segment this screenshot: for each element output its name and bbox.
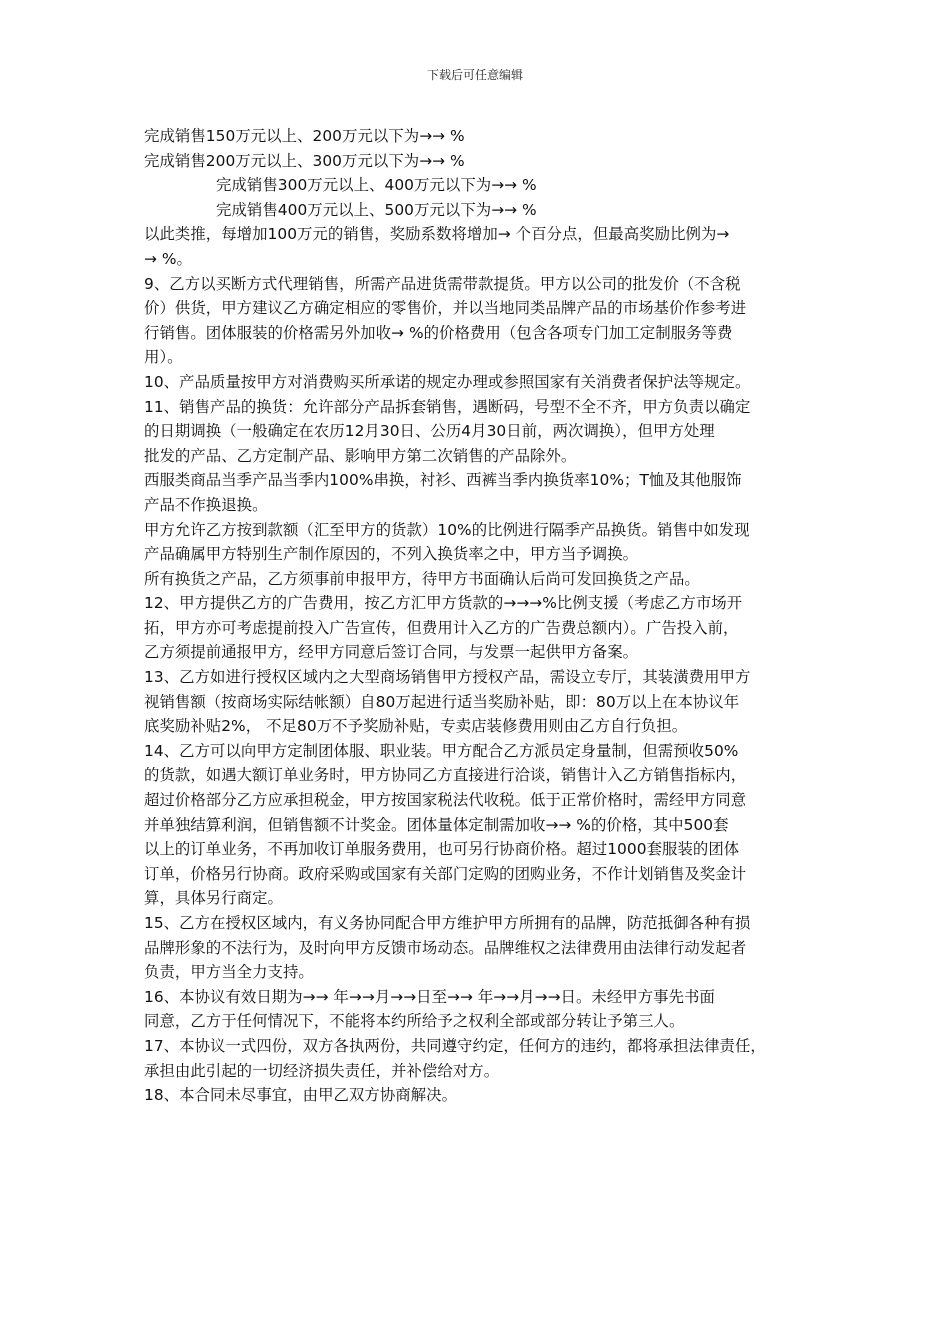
clause-13-line: 13、乙方如进行授权区域内之大型商场销售甲方授权产品，需设立专厅，其装潢费用甲方 (144, 668, 751, 687)
text-line: 负责，甲方当全力支持。 (144, 963, 314, 982)
text-line: 批发的产品、乙方定制产品、影响甲方第二次销售的产品除外。 (144, 446, 577, 465)
text-line: 完成销售400万元以上、500万元以下为→→ % (216, 200, 537, 219)
text-line: 所有换货之产品，乙方须事前申报甲方，待甲方书面确认后尚可发回换货之产品。 (144, 569, 700, 588)
text-line: 算，具体另行商定。 (144, 889, 283, 908)
text-line: 完成销售150万元以上、200万元以下为→→ % (144, 127, 465, 145)
clause-15-line: 15、乙方在授权区域内，有义务协同配合甲方维护甲方所拥有的品牌，防范抵御各种有损 (144, 914, 751, 932)
text-line: 以此类推，每增加100万元的销售，奖励系数将增加→ 个百分点，但最高奖励比例为→ (144, 225, 730, 244)
clause-16-line: 16、本协议有效日期为→→ 年→→月→→日至→→ 年→→月→→日。未经甲方事先书面 (144, 987, 715, 1006)
text-line: 行销售。团体服装的价格需另外加收→ %的价格费用（包含各项专门加工定制服务等费 (144, 323, 733, 342)
text-line: 西服类商品当季产品当季内100%串换，衬衫、西裤当季内换货率10%；T恤及其他服饰 (144, 471, 742, 490)
clause-18-line: 18、本合同未尽事宜，由甲乙双方协商解决。 (144, 1086, 458, 1105)
text-line: 承担由此引起的一切经济损失责任，并补偿给对方。 (144, 1061, 500, 1080)
text-line: 以上的订单业务，不再加收订单服务费用，也可另行协商价格。超过1000套服装的团体 (144, 840, 740, 859)
text-line: 产品不作换退换。 (144, 495, 268, 514)
clause-10-line: 10、产品质量按甲方对消费购买所承诺的规定办理或参照国家有关消费者保护法等规定。 (144, 372, 751, 391)
clause-11-line: 11、销售产品的换货：允许部分产品拆套销售，遇断码，号型不全不齐，甲方负责以确定 (144, 397, 751, 416)
text-line: 产品确属甲方特别生产制作原因的，不列入换货率之中，甲方当予调换。 (144, 545, 639, 564)
text-line: 的货款，如遇大额订单业务时，甲方协同乙方直接进行洽谈，销售计入乙方销售指标内， (144, 766, 747, 785)
text-line: → %。 (144, 249, 193, 268)
text-line: 并单独结算利润，但销售额不计奖金。团体量体定制需加收→→ %的价格，其中500套 (144, 815, 729, 834)
text-line: 视销售额（按商场实际结帐额）自80万起进行适当奖励补贴，即：80万以上在本协议年 (144, 692, 740, 711)
text-line: 甲方允许乙方按到款额（汇至甲方的货款）10%的比例进行隔季产品换货。销售中如发现 (144, 520, 750, 539)
text-line: 的日期调换（一般确定在农历12月30日、公历4月30日前，两次调换），但甲方处理 (144, 422, 715, 441)
page-header: 下载后可任意编辑 (426, 68, 523, 82)
text-line: 超过价格部分乙方应承担税金，甲方按国家税法代收税。低于正常价格时，需经甲方同意 (144, 791, 747, 810)
clause-12-line: 12、甲方提供乙方的广告费用，按乙方汇甲方货款的→→→%比例支援（考虑乙方市场开 (144, 594, 743, 613)
text-line: 订单，价格另行协商。政府采购或国家有关部门定购的团购业务，不作计划销售及奖金计 (144, 864, 747, 883)
text-line: 品牌形象的不法行为，及时向甲方反馈市场动态。品牌维权之法律费用由法律行动发起者 (144, 938, 747, 957)
text-line: 价）供货，甲方建议乙方确定相应的零售价，并以当地同类品牌产品的市场基价作参考进 (144, 299, 747, 318)
text-line: 完成销售300万元以上、400万元以下为→→ % (216, 176, 537, 195)
text-line: 完成销售200万元以上、300万元以下为→→ % (144, 151, 465, 170)
document-body (144, 124, 816, 1108)
text-line: 拓，甲方亦可考虑提前投入广告宣传，但费用计入乙方的广告费总额内）。广告投入前， (144, 618, 739, 637)
clause-9-line: 9、乙方以买断方式代理销售，所需产品进货需带款提货。甲方以公司的批发价（不含税 (144, 274, 741, 293)
text-line: 同意，乙方于任何情况下，不能将本约所给予之权利全部或部分转让予第三人。 (144, 1012, 685, 1031)
text-line: 用）。 (144, 348, 183, 367)
clause-17-line: 17、本协议一式四份，双方各执两份，共同遵守约定，任何方的违约，都将承担法律责任， (144, 1036, 766, 1055)
clause-14-line: 14、乙方可以向甲方定制团体服、职业装。甲方配合乙方派员定身量制，但需预收50% (144, 741, 739, 760)
text-line: 底奖励补贴2%， 不足80万不予奖励补贴，专卖店装修费用则由乙方自行负担。 (144, 717, 688, 736)
text-line: 乙方须提前通报甲方，经甲方同意后签订合同，与发票一起供甲方备案。 (144, 643, 639, 662)
